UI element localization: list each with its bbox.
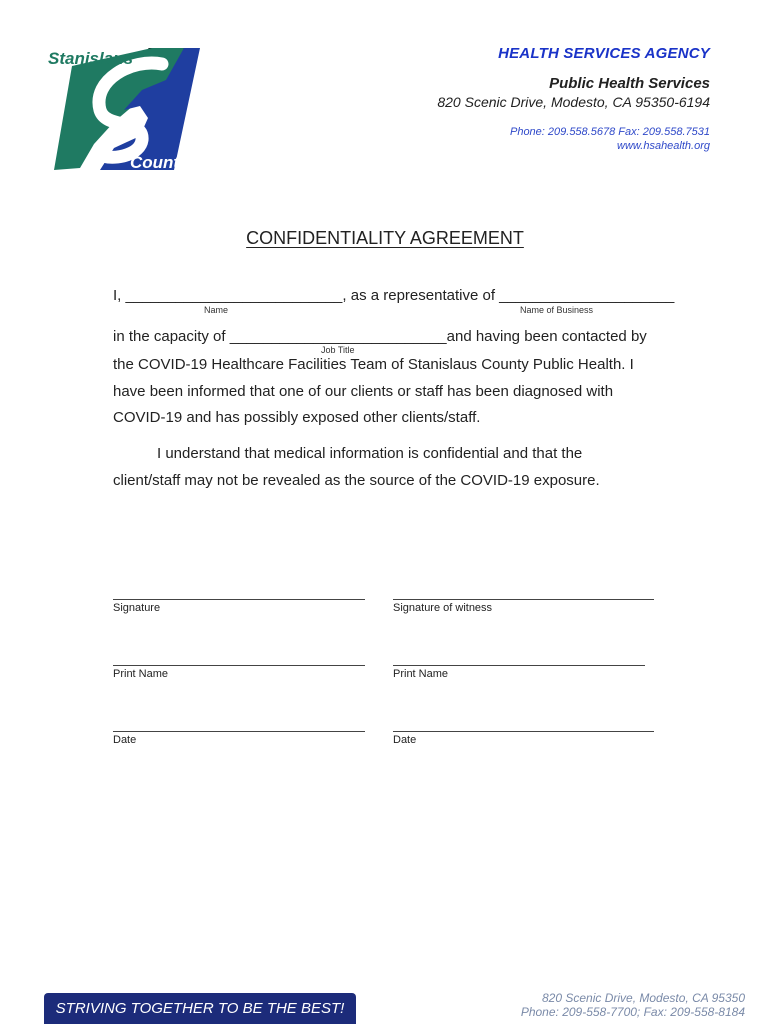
logo-word-top: Stanislaus — [48, 49, 134, 68]
footer-phone-fax: Phone: 209-558-7700; Fax: 209-558-8184 — [520, 1005, 745, 1019]
body-line-6: I understand that medical information is confidential and that the — [157, 445, 583, 462]
logo-word-bottom: County — [130, 153, 189, 172]
body-line-7: client/staff may not be revealed as the source of the COVID-19 exposure. — [113, 472, 600, 489]
signature-label: Signature — [113, 602, 161, 614]
name-caption: Name — [204, 305, 229, 315]
footer-address: 820 Scenic Drive, Modesto, CA 95350 — [542, 991, 745, 1005]
header-website[interactable]: www.hsahealth.org — [617, 140, 710, 152]
date-label-right: Date — [393, 734, 417, 746]
job-title-caption: Job Title — [321, 345, 355, 355]
document-title: CONFIDENTIALITY AGREEMENT — [246, 228, 524, 248]
business-caption: Name of Business — [520, 305, 594, 315]
date-label-left: Date — [113, 734, 137, 746]
witness-signature-label: Signature of witness — [393, 602, 493, 614]
print-name-line-left[interactable] — [113, 665, 365, 666]
department-name: Public Health Services — [549, 75, 710, 92]
body-line-5: COVID-19 and has possibly exposed other clients/staff. — [113, 409, 481, 426]
date-line-right[interactable] — [393, 731, 654, 732]
body-line-4: have been informed that one of our clients or staff has been diagnosed with — [113, 383, 614, 400]
slogan-banner — [44, 993, 356, 1024]
header-phone-fax: Phone: 209.558.5678 Fax: 209.558.7531 — [509, 126, 710, 138]
print-name-label-right: Print Name — [393, 668, 449, 680]
print-name-label-left: Print Name — [113, 668, 169, 680]
signature-line[interactable] — [113, 599, 365, 600]
print-name-line-right[interactable] — [393, 665, 645, 666]
header-address: 820 Scenic Drive, Modesto, CA 95350-6194 — [437, 94, 710, 110]
slogan-text: STRIVING TOGETHER TO BE THE BEST! — [55, 1000, 345, 1017]
witness-signature-line[interactable] — [393, 599, 654, 600]
date-line-left[interactable] — [113, 731, 365, 732]
agency-name: HEALTH SERVICES AGENCY — [498, 45, 710, 62]
body-line-3: the COVID-19 Healthcare Facilities Team of Stanislaus County Public Health. I — [113, 356, 634, 373]
job-title-line: in the capacity of __________________________and having been contacted by — [113, 328, 647, 345]
stanislaus-county-logo — [44, 44, 200, 176]
name-business-line: I, __________________________, as a representative of _____________________ — [113, 287, 675, 304]
